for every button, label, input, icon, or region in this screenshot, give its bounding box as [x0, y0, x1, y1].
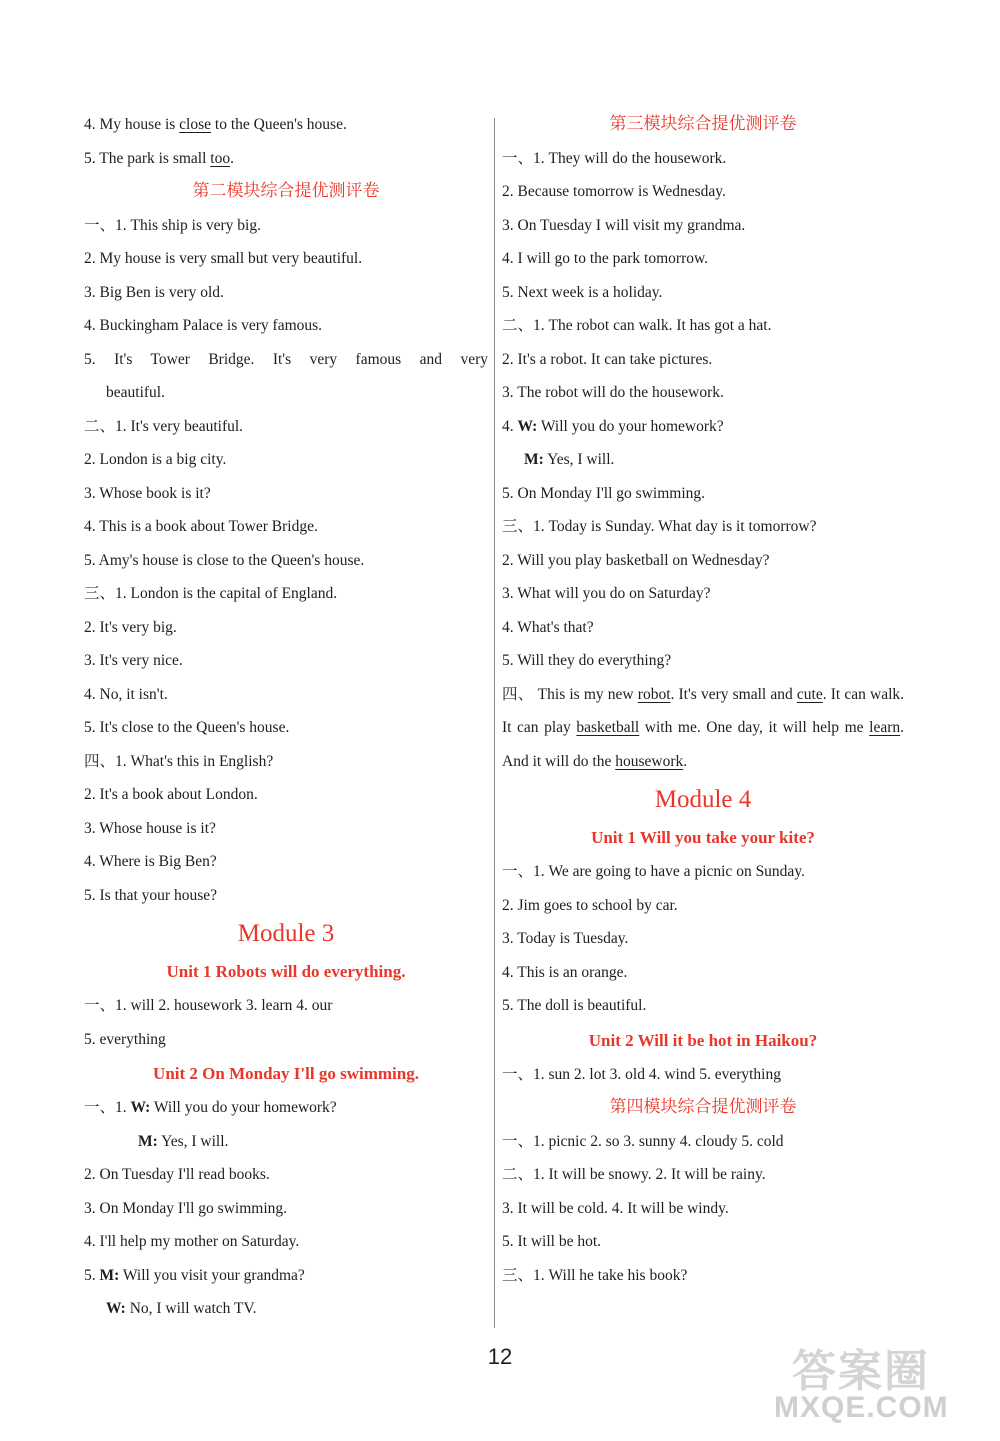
answer-line: 2. Jim goes to school by car. [502, 896, 678, 914]
answer-line: 5. The doll is beautiful. [502, 997, 647, 1014]
answer-line: 3. It's very nice. [84, 652, 183, 669]
answer-line: 5. Is that your house? [84, 886, 218, 904]
answer-line: 2. London is a big city. [84, 451, 227, 468]
unit-heading: Unit 2 On Monday I'll go swimming. [153, 1064, 419, 1083]
underlined-answer: too [210, 149, 231, 167]
underlined-answer: robot [637, 685, 671, 703]
unit-heading: Unit 1 Robots will do everything. [166, 962, 406, 981]
answer-line: 3. Whose house is it? [84, 819, 216, 837]
answer-line: 二、1. The robot can walk. It has got a hat. [502, 317, 772, 334]
answer-line: 5. The park is small too. [84, 149, 234, 167]
underlined-answer: housework [615, 752, 684, 770]
answer-line: 2. It's a robot. It can take pictures. [502, 350, 713, 368]
answer-line: 一、1. will 2. housework 3. learn 4. our [84, 997, 333, 1014]
right-column [502, 108, 904, 1292]
answer-line: 二、1. It will be snowy. 2. It will be rainy. [502, 1166, 766, 1183]
answer-line: 5. everything [84, 1030, 166, 1048]
answer-line: 2. It's very big. [84, 618, 177, 636]
answer-line: 5. Next week is a holiday. [502, 283, 663, 301]
answer-line: 一、1. W: Will you do your homework? [84, 1099, 337, 1116]
answer-line: 3. On Tuesday I will visit my grandma. [502, 216, 746, 234]
answer-line: beautiful. [106, 384, 165, 401]
answer-line: 2. Because tomorrow is Wednesday. [502, 183, 726, 200]
page-number: 12 [487, 1344, 513, 1369]
answer-line: 5. M: Will you visit your grandma? [84, 1266, 305, 1284]
speaker-label: W: [517, 417, 538, 435]
section-title: 第四模块综合提优测评卷 [609, 1097, 797, 1117]
answer-line: 4. This is an orange. [502, 963, 628, 981]
answer-line: 3. Today is Tuesday. [502, 930, 629, 947]
answer-line: 一、1. They will do the housework. [502, 149, 727, 167]
answer-line: 4. I will go to the park tomorrow. [502, 250, 709, 267]
answer-paragraph: 四、 This is my new robot. It's very small and cute. It can walk. It can play basketball with me. One day, it will help me learn. And it will do the housework. [502, 685, 905, 770]
answer-line: W: No, I will watch TV. [106, 1300, 257, 1317]
unit-heading: Unit 1 Will you take your kite? [591, 828, 815, 847]
answer-line: 三、1. Will he take his book? [502, 1266, 688, 1284]
watermark-logo [762, 1335, 992, 1435]
underlined-answer: learn [869, 719, 901, 736]
answer-line: 3. The robot will do the housework. [502, 384, 724, 401]
left-column [84, 108, 488, 1326]
answer-line: 一、1. picnic 2. so 3. sunny 4. cloudy 5. cold [502, 1132, 784, 1150]
answer-line: 5. It's close to the Queen's house. [84, 719, 290, 736]
answer-line: 4. W: Will you do your homework? [502, 417, 724, 435]
section-title: 第二模块综合提优测评卷 [192, 181, 380, 201]
answer-line: 四、1. What's this in English? [84, 752, 274, 770]
underlined-answer: cute [796, 685, 823, 703]
answer-line: 3. It will be cold. 4. It will be windy. [502, 1199, 729, 1217]
answer-line: 5. Will they do everything? [502, 652, 672, 669]
answer-line: M: Yes, I will. [138, 1132, 229, 1150]
answer-line: 4. My house is close to the Queen's house. [84, 116, 347, 133]
answer-line: 4. Buckingham Palace is very famous. [84, 317, 323, 334]
answer-line: 三、1. Today is Sunday. What day is it tomorrow? [502, 518, 817, 535]
answer-line: 4. No, it isn't. [84, 685, 168, 703]
answer-line: 4. What's that? [502, 618, 594, 636]
speaker-label: M: [524, 451, 544, 468]
answer-line: 3. Big Ben is very old. [84, 283, 224, 301]
speaker-label: M: [138, 1132, 158, 1150]
answer-line: 一、1. This ship is very big. [84, 216, 261, 234]
answer-line: 一、1. We are going to have a picnic on Sunday. [502, 863, 805, 880]
answer-line: 5. Amy's house is close to the Queen's house. [84, 551, 365, 569]
section-title: 第三模块综合提优测评卷 [609, 114, 797, 134]
answer-line: 2. My house is very small but very beautiful. [84, 250, 363, 267]
watermark-url: MXQE.COM [774, 1391, 949, 1424]
answer-line: 2. Will you play basketball on Wednesday? [502, 551, 770, 569]
unit-heading: Unit 2 Will it be hot in Haikou? [588, 1030, 818, 1050]
answer-line: 5. It will be hot. [502, 1233, 602, 1250]
answer-line: 一、1. sun 2. lot 3. old 4. wind 5. everything [502, 1065, 781, 1083]
speaker-label: M: [99, 1266, 120, 1284]
answer-line: 4. I'll help my mother on Saturday. [84, 1233, 300, 1250]
speaker-label: W: [130, 1099, 151, 1116]
answer-line: 2. On Tuesday I'll read books. [84, 1166, 270, 1183]
module-heading: Module 3 [237, 920, 335, 947]
underlined-answer: close [179, 116, 212, 133]
module-heading: Module 4 [654, 786, 752, 813]
answer-line: M: Yes, I will. [524, 451, 615, 468]
answer-line: 5. On Monday I'll go swimming. [502, 484, 705, 502]
answer-line: 3. On Monday I'll go swimming. [84, 1199, 287, 1217]
answer-line: 二、1. It's very beautiful. [84, 417, 244, 435]
answer-line: 4. Where is Big Ben? [84, 853, 217, 870]
answer-line: 三、1. London is the capital of England. [84, 585, 338, 602]
answer-line: 3. Whose book is it? [84, 484, 211, 502]
speaker-label: W: [106, 1300, 126, 1317]
column-divider [494, 118, 495, 1328]
underlined-answer: basketball [576, 719, 640, 736]
watermark-text: 答案圈 [792, 1346, 930, 1397]
answer-line: 5. It's Tower Bridge. It's very famous and very [84, 350, 488, 368]
answer-line: 3. What will you do on Saturday? [502, 585, 711, 602]
answer-line: 2. It's a book about London. [84, 786, 258, 803]
answer-line: 4. This is a book about Tower Bridge. [84, 518, 318, 535]
